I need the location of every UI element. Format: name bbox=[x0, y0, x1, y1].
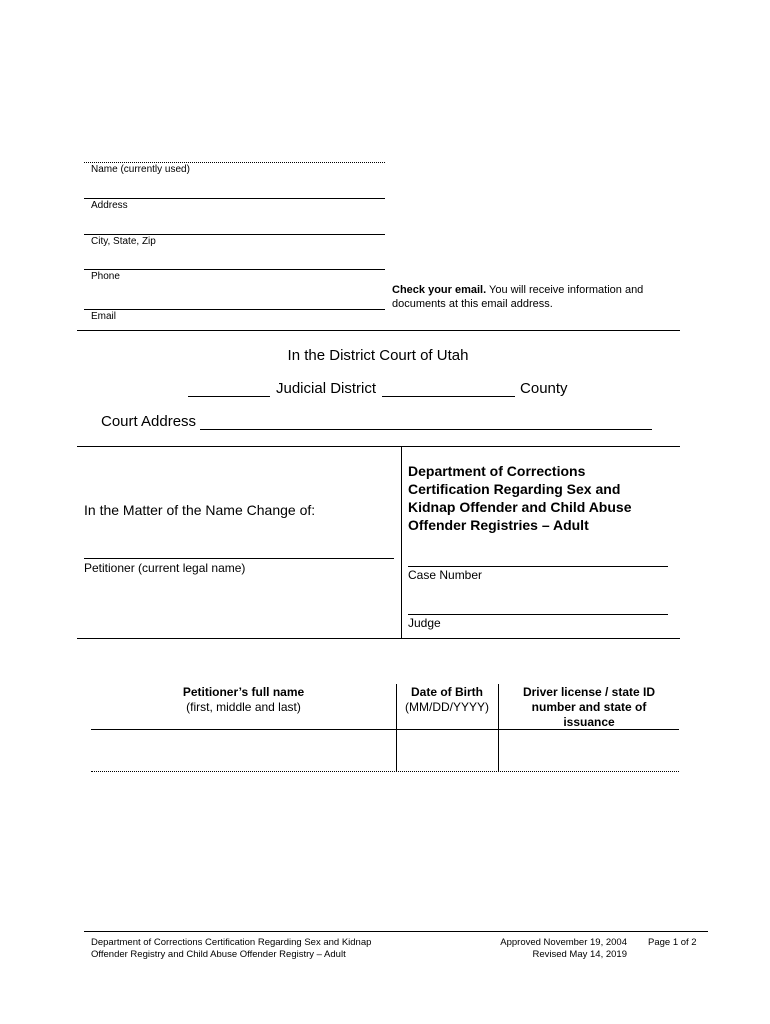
address-line bbox=[84, 198, 385, 199]
email-notice-bold: Check your email. bbox=[392, 284, 487, 296]
petitioner-label: Petitioner (current legal name) bbox=[84, 561, 246, 575]
court-address-row bbox=[101, 413, 652, 430]
email-field[interactable] bbox=[86, 293, 382, 308]
name-label: Name (currently used) bbox=[91, 164, 190, 175]
full-name-cell[interactable] bbox=[95, 740, 391, 764]
table-header-line bbox=[91, 729, 679, 730]
document-title: Department of Corrections Certification Regarding Sex and Kidnap Offender and Child Abuse Offender Registries – Adult bbox=[408, 463, 632, 533]
city-state-zip-field[interactable] bbox=[86, 218, 382, 233]
case-number-line bbox=[408, 566, 668, 567]
name-field[interactable] bbox=[86, 146, 382, 161]
district-row bbox=[188, 380, 568, 397]
email-notice-text: You will receive information and documents at this email address. bbox=[392, 284, 644, 310]
footer-revised: Revised May 14, 2019 bbox=[532, 949, 627, 960]
address-field[interactable] bbox=[86, 182, 382, 197]
district-number-field[interactable] bbox=[188, 380, 270, 397]
footer-left-line2: Offender Registry and Child Abuse Offender Registry – Adult bbox=[91, 949, 346, 960]
footer-left bbox=[91, 937, 371, 961]
case-number-field[interactable] bbox=[408, 549, 666, 565]
caption-bottom-divider bbox=[77, 638, 680, 639]
footer-left-line1: Department of Corrections Certification Regarding Sex and Kidnap bbox=[91, 937, 372, 948]
date-of-birth-cell[interactable] bbox=[401, 740, 493, 764]
col2-subtitle: (MM/DD/YYYY) bbox=[405, 700, 489, 714]
matter-label: In the Matter of the Name Change of: bbox=[84, 502, 316, 518]
county-field[interactable] bbox=[382, 380, 515, 397]
footer-divider bbox=[84, 931, 708, 932]
caption-vertical-divider bbox=[401, 446, 402, 638]
footer-dates bbox=[470, 937, 627, 961]
col2-title: Date of Birth bbox=[411, 685, 483, 699]
judge-line bbox=[408, 614, 668, 615]
judge-field[interactable] bbox=[408, 597, 666, 613]
table-col-divider-1 bbox=[396, 684, 397, 772]
table-col-divider-2 bbox=[498, 684, 499, 772]
footer-page: Page 1 of 2 bbox=[648, 937, 697, 948]
district-label: Judicial District bbox=[276, 380, 377, 397]
col1-header bbox=[91, 685, 396, 715]
header-divider bbox=[77, 330, 680, 331]
county-label: County bbox=[520, 380, 568, 397]
table-bottom-line bbox=[91, 771, 679, 772]
court-title: In the District Court of Utah bbox=[287, 347, 469, 364]
col2-header bbox=[396, 685, 498, 715]
court-address-field[interactable] bbox=[200, 413, 652, 430]
footer-approved: Approved November 19, 2004 bbox=[500, 937, 627, 948]
col3-header: Driver license / state ID number and state of issuance bbox=[522, 685, 656, 729]
name-line bbox=[84, 162, 385, 163]
petitioner-name-field[interactable] bbox=[84, 541, 392, 557]
petitioner-line bbox=[84, 558, 394, 559]
city-label: City, State, Zip bbox=[91, 236, 156, 247]
caption-top-divider bbox=[77, 446, 680, 447]
col1-subtitle: (first, middle and last) bbox=[186, 700, 301, 714]
email-label: Email bbox=[91, 311, 117, 322]
email-line bbox=[84, 309, 385, 310]
city-line bbox=[84, 234, 385, 235]
license-cell[interactable] bbox=[503, 740, 675, 764]
email-notice bbox=[392, 283, 662, 311]
case-number-label: Case Number bbox=[408, 568, 483, 582]
phone-label: Phone bbox=[91, 271, 120, 282]
col1-title: Petitioner’s full name bbox=[182, 685, 305, 699]
phone-field[interactable] bbox=[86, 253, 382, 268]
address-label: Address bbox=[91, 200, 128, 211]
phone-line bbox=[84, 269, 385, 270]
court-address-label: Court Address bbox=[101, 413, 197, 430]
judge-label: Judge bbox=[408, 616, 441, 630]
